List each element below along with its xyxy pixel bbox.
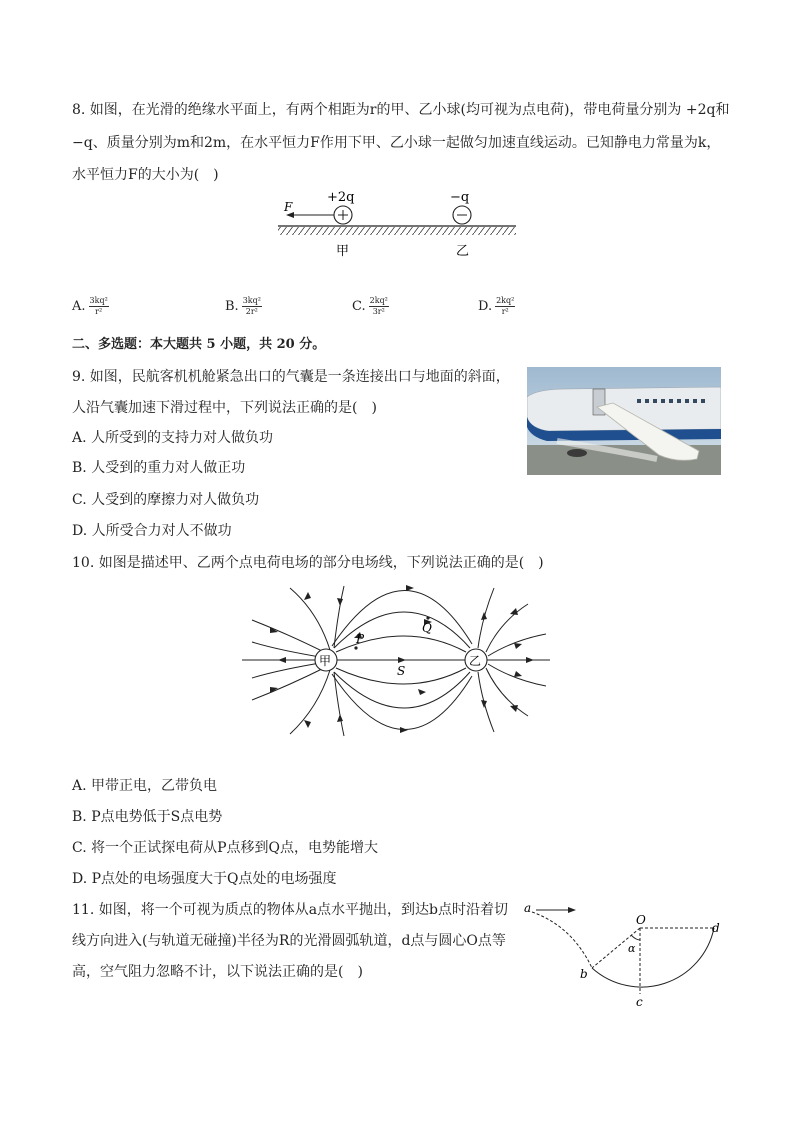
name-left: 甲 bbox=[336, 244, 350, 259]
q10-line-1: 10. 如图是描述甲、乙两个点电荷电场的部分电场线，下列说法正确的是( ) bbox=[72, 555, 544, 571]
q11-line-3: 高，空气阻力忽略不计，以下说法正确的是( ) bbox=[72, 964, 363, 980]
q8-line-2: −q、质量分别为m和2m，在水平恒力F作用下甲、乙小球一起做匀加速直线运动。已知静电力常量为k， bbox=[72, 135, 721, 151]
label-p: P bbox=[356, 632, 365, 646]
q11-line-2: 线方向进入(与轨道无碰撞)半径为R的光滑圆弧轨道，d点与圆心O点等 bbox=[72, 933, 506, 949]
label-yi: 乙 bbox=[469, 654, 482, 668]
airplane-slide-photo bbox=[527, 367, 721, 475]
q9-option-c[interactable]: C. 人受到的摩擦力对人做负功 bbox=[72, 492, 260, 508]
force-label: F bbox=[284, 200, 293, 214]
label-d: d bbox=[712, 921, 720, 935]
charge-right: −q bbox=[450, 190, 470, 205]
q9-option-d[interactable]: D. 人所受合力对人不做功 bbox=[72, 523, 232, 539]
q10-option-a[interactable]: A. 甲带正电，乙带负电 bbox=[72, 778, 218, 794]
section-heading: 二、多选题：本大题共 5 小题，共 20 分。 bbox=[72, 337, 326, 352]
q8-option-d[interactable]: D. $\frac{\text{2kq²}}{\text{r²}}$ bbox=[478, 296, 515, 316]
q11-projectile-figure bbox=[518, 896, 730, 1012]
q9-option-a[interactable]: A. 人所受到的支持力对人做负功 bbox=[72, 430, 274, 446]
label-o: O bbox=[636, 913, 646, 927]
label-c: c bbox=[636, 995, 643, 1009]
q8-option-b[interactable]: B. $\frac{\text{3kq²}}{\text{2r²}}$ bbox=[225, 296, 261, 316]
charge-left: +2q bbox=[327, 190, 355, 205]
label-q: Q bbox=[422, 621, 432, 635]
q9-line-2: 人沿气囊加速下滑过程中，下列说法正确的是( ) bbox=[72, 400, 377, 416]
label-jia: 甲 bbox=[319, 654, 332, 668]
q10-option-b[interactable]: B. P点电势低于S点电势 bbox=[72, 809, 223, 825]
q8-line-3: 水平恒力F的大小为( ) bbox=[72, 167, 219, 183]
q9-line-1: 9. 如图，民航客机机舱紧急出口的气囊是一条连接出口与地面的斜面， bbox=[72, 369, 510, 385]
q10-option-c[interactable]: C. 将一个正试探电荷从P点移到Q点，电势能增大 bbox=[72, 840, 379, 856]
label-s: S bbox=[397, 664, 406, 678]
label-a: a bbox=[524, 901, 532, 915]
q8-line-1: 8. 如图，在光滑的绝缘水平面上，有两个相距为r的甲、乙小球(均可视为点电荷)，带电荷量分别为 +2q和 bbox=[72, 102, 730, 118]
q8-figure bbox=[270, 185, 520, 265]
q10-field-lines-figure bbox=[238, 582, 554, 742]
label-b: b bbox=[580, 967, 588, 981]
q11-line-1: 11. 如图，将一个可视为质点的物体从a点水平抛出，到达b点时沿着切 bbox=[72, 902, 509, 918]
label-alpha: α bbox=[628, 942, 636, 955]
q10-option-d[interactable]: D. P点处的电场强度大于Q点处的电场强度 bbox=[72, 871, 337, 887]
q9-option-b[interactable]: B. 人受到的重力对人做正功 bbox=[72, 460, 246, 476]
q8-option-a[interactable]: A. $\frac{\text{3kq²}}{\text{r²}}$ bbox=[72, 296, 108, 316]
q8-option-c[interactable]: C. $\frac{\text{2kq²}}{\text{3r²}}$ bbox=[352, 296, 388, 316]
name-right: 乙 bbox=[456, 244, 470, 259]
